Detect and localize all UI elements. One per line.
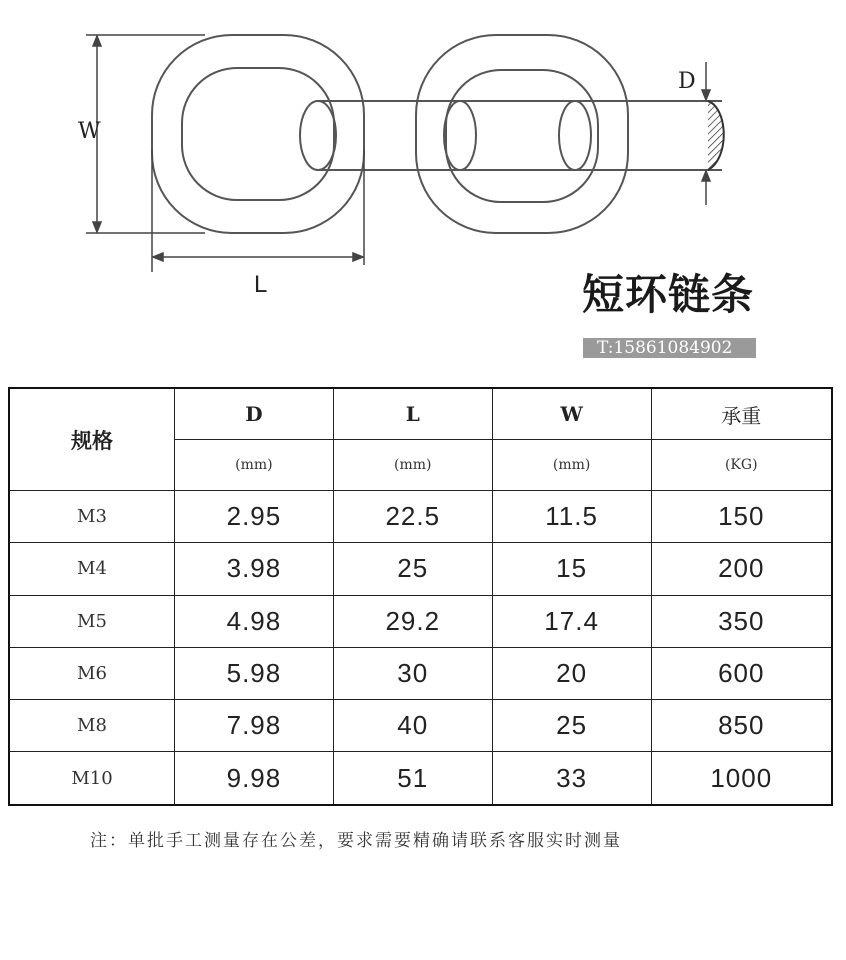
value-l: 22.5 [333, 491, 492, 543]
unit-load: (KG) [651, 440, 832, 491]
rod-section [708, 101, 724, 170]
spec-cell: M6 [9, 647, 175, 699]
value-load: 600 [651, 647, 832, 699]
col-header-w: W [492, 388, 651, 440]
value-load: 1000 [651, 752, 832, 805]
col-header-d: D [175, 388, 334, 440]
unit-l: (mm) [333, 440, 492, 491]
value-load: 200 [651, 543, 832, 595]
value-d: 7.98 [175, 700, 334, 752]
right-link [416, 35, 628, 233]
value-l: 29.2 [333, 595, 492, 647]
value-w: 33 [492, 752, 651, 805]
value-load: 150 [651, 491, 832, 543]
value-load: 350 [651, 595, 832, 647]
value-l: 51 [333, 752, 492, 805]
w-dimension [86, 35, 205, 233]
table-row [9, 752, 832, 805]
phone-number: T:15861084902 [583, 338, 756, 358]
l-label: L [254, 271, 268, 298]
w-label: W [78, 119, 101, 144]
value-l: 25 [333, 543, 492, 595]
table-row [9, 647, 832, 699]
value-load: 850 [651, 700, 832, 752]
value-w: 25 [492, 700, 651, 752]
value-l: 30 [333, 647, 492, 699]
value-d: 4.98 [175, 595, 334, 647]
value-w: 20 [492, 647, 651, 699]
value-d: 9.98 [175, 752, 334, 805]
l-dimension [152, 150, 364, 272]
value-d: 2.95 [175, 491, 334, 543]
unit-w: (mm) [492, 440, 651, 491]
table-row [9, 543, 832, 595]
chain-diagram [0, 0, 846, 380]
value-w: 11.5 [492, 491, 651, 543]
value-d: 3.98 [175, 543, 334, 595]
table-row [9, 700, 832, 752]
col-header-load: 承重 [651, 388, 832, 440]
value-w: 15 [492, 543, 651, 595]
value-w: 17.4 [492, 595, 651, 647]
product-title: 短环链条 [582, 270, 755, 319]
spec-cell: M8 [9, 700, 175, 752]
col-header-l: L [333, 388, 492, 440]
value-l: 40 [333, 700, 492, 752]
spec-cell: M3 [9, 491, 175, 543]
spec-cell: M10 [9, 752, 175, 805]
value-d: 5.98 [175, 647, 334, 699]
unit-d: (mm) [175, 440, 334, 491]
table-row [9, 491, 832, 543]
spec-header: 规格 [9, 388, 175, 491]
measurement-note: 注：单批手工测量存在公差，要求需要精确请联系客服实时测量 [90, 831, 622, 851]
spec-cell: M4 [9, 543, 175, 595]
table-header-row [9, 388, 832, 440]
spec-cell: M5 [9, 595, 175, 647]
d-label: D [678, 69, 696, 94]
spec-table [8, 387, 833, 806]
table-row [9, 595, 832, 647]
